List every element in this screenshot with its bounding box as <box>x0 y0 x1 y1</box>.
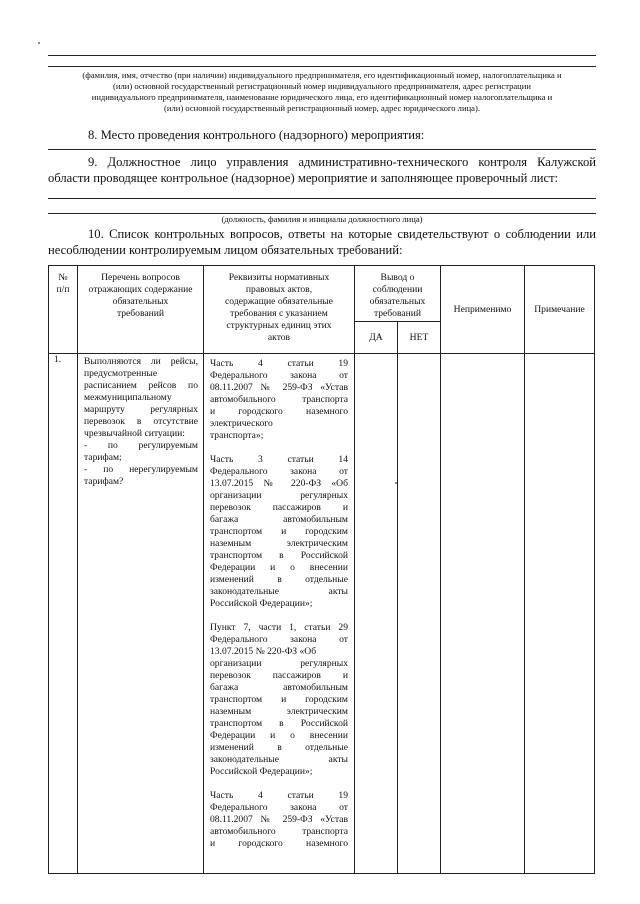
entity-caption <box>44 70 600 114</box>
not-applicable-cell <box>441 354 525 874</box>
official-caption: (должность, фамилия и инициалы должностного лица) <box>221 214 423 224</box>
item-9-text <box>48 154 596 186</box>
entity-caption-line: индивидуального предпринимателя, наименование юридического лица, его идентификационный номер налогоплательщика и <box>91 92 553 102</box>
note-cell <box>525 354 595 874</box>
entity-fill-line-2 <box>48 66 596 67</box>
entity-fill-line <box>48 55 596 56</box>
legal-ref-block: Часть 3 статьи 14 Федерального закона от 13.07.2015 № 220-ФЗ «Об организации регулярных перевозок пассажиров и багажа автомобильным транспортом и городским наземным электрическим транспортом в Российской Федерации и о внесении изменений в отдельные законодательные акты Российской Федерации»; <box>210 454 348 609</box>
legal-ref-block: Пункт 7, части 1, статьи 29 Федерального закона от 13.07.2015 № 220-ФЗ «Об организации регулярных перевозок пассажиров и багажа автомобильным транспортом и городским наземным электрическим транспортом в Российской Федерации и о внесении изменений в отдельные законодательные акты Российской Федерации»; <box>210 622 348 777</box>
header-conclusion: Вывод о соблюдении обязательных требований <box>355 266 441 322</box>
header-legal-refs: Реквизиты нормативных правовых актов, содержащие обязательные требования с указанием структурных единиц этих актов <box>204 266 355 354</box>
question-cell: Выполняются ли рейсы, предусмотренные расписанием рейсов по межмуниципальному маршруту регулярных перевозок в отсутствие чрезвычайной ситуации: - по регулируемым тарифам; - по нерегулируемым тарифам? <box>78 354 204 874</box>
header-not-applicable: Неприменимо <box>441 266 525 354</box>
item-9-line: области проводящее контрольное (надзорное) мероприятие и заполняющее проверочный лист: <box>48 171 559 185</box>
no-cell <box>398 354 441 874</box>
entity-caption-line: (или) основной государственный регистрационный номер индивидуального предпринимателя, адрес регистрации <box>113 81 531 91</box>
item-9-fill-line <box>48 198 596 199</box>
yes-cell <box>355 354 398 874</box>
header-questions: Перечень вопросов отражающих содержание обязательных требований <box>78 266 204 354</box>
header-note: Примечание <box>525 266 595 354</box>
header-yes: ДА <box>355 322 398 354</box>
item-9-line: 9. Должностное лицо управления административно-технического контроля Калужской <box>88 155 596 169</box>
legal-refs-cell <box>204 354 355 874</box>
entity-caption-line: (фамилия, имя, отчество (при наличии) индивидуального предпринимателя, его идентификационный номер, налогоплательщика и <box>82 70 562 80</box>
table-row <box>49 354 595 874</box>
header-no: НЕТ <box>398 322 441 354</box>
legal-ref-block: Часть 4 статьи 19 Федерального закона от 08.11.2007 № 259-ФЗ «Устав автомобильного транспорта и городского наземного <box>210 790 348 849</box>
item-8-label: 8. Место проведения контрольного (надзорного) мероприятия: <box>88 128 425 142</box>
checklist-table <box>48 265 595 874</box>
entity-caption-line: (или) основной государственный регистрационный номер, адрес юридического лица). <box>164 103 480 113</box>
row-number: 1. <box>49 354 78 874</box>
item-10-line: 10. Список контрольных вопросов, ответы на которые свидетельствуют о соблюдении или <box>88 227 596 241</box>
item-10-text <box>48 226 596 258</box>
scan-speck <box>38 42 40 44</box>
legal-ref-block: Часть 4 статьи 19 Федерального закона от 08.11.2007 № 259-ФЗ «Устав автомобильного транспорта и городского наземного электрического транспорта»; <box>210 358 348 441</box>
item-8-fill-line <box>48 149 596 150</box>
header-number: № п/п <box>49 266 78 354</box>
item-10-line: несоблюдении контролируемым лицом обязательных требований: <box>48 243 403 257</box>
